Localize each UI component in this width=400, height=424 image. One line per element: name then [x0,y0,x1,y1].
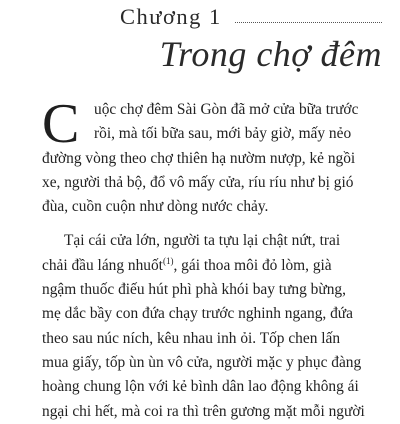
paragraph-line: đùa, cuồn cuộn như dòng nước chảy. [42,198,269,216]
chapter-label: Chương 1 [120,4,222,29]
paragraph-line: ngậm thuốc điếu hút phì phà khói bay tưng bừng, [42,281,346,299]
chapter-leader-dots [235,22,382,23]
paragraph-line: mẹ dắc bầy con đứa chạy trước nghinh ngang, đứa [42,305,353,323]
chapter-title: Trong chợ đêm [159,34,382,74]
paragraph-1 [42,93,382,219]
paragraph-line: theo sau núc ních, kêu nhau inh ỏi. Tốp chen lấn [42,329,341,347]
drop-cap: C [42,93,80,155]
paragraph-line: Tại cái cửa lớn, người ta tựu lại chật nứt, trai [64,232,341,250]
chapter-heading [120,2,382,32]
paragraph-line: uộc chợ đêm Sài Gòn đã mở cửa bữa trước [94,101,359,118]
paragraph-line: đường vòng theo chợ thiên hạ nườm nượp, kẻ ngồi [42,149,356,167]
paragraph-line: xe, người thả bộ, đổ vô mấy cửa, ríu ríu như bị gió [42,173,354,191]
body-text [42,93,382,424]
paragraph-line [42,254,382,278]
paragraph-2 [42,229,382,423]
paragraph-line: mua giấy, tốp ùn ùn vô cửa, người mặc y phục đàng [42,353,362,371]
footnote-marker: (1) [162,255,174,266]
paragraph-line: rồi, mà tối bữa sau, mới bảy giờ, mấy nẻo [94,125,352,143]
line-text: , gái thoa môi đỏ lòm, già [173,256,332,274]
paragraph-line: ngại chi hết, mà coi ra thì trên gương mặt mỗi người [42,402,365,420]
line-text: chải đầu láng nhuốt [42,256,163,274]
paragraph-line: hoàng chung lộn với kẻ bình dân lao động không ái [42,378,359,396]
